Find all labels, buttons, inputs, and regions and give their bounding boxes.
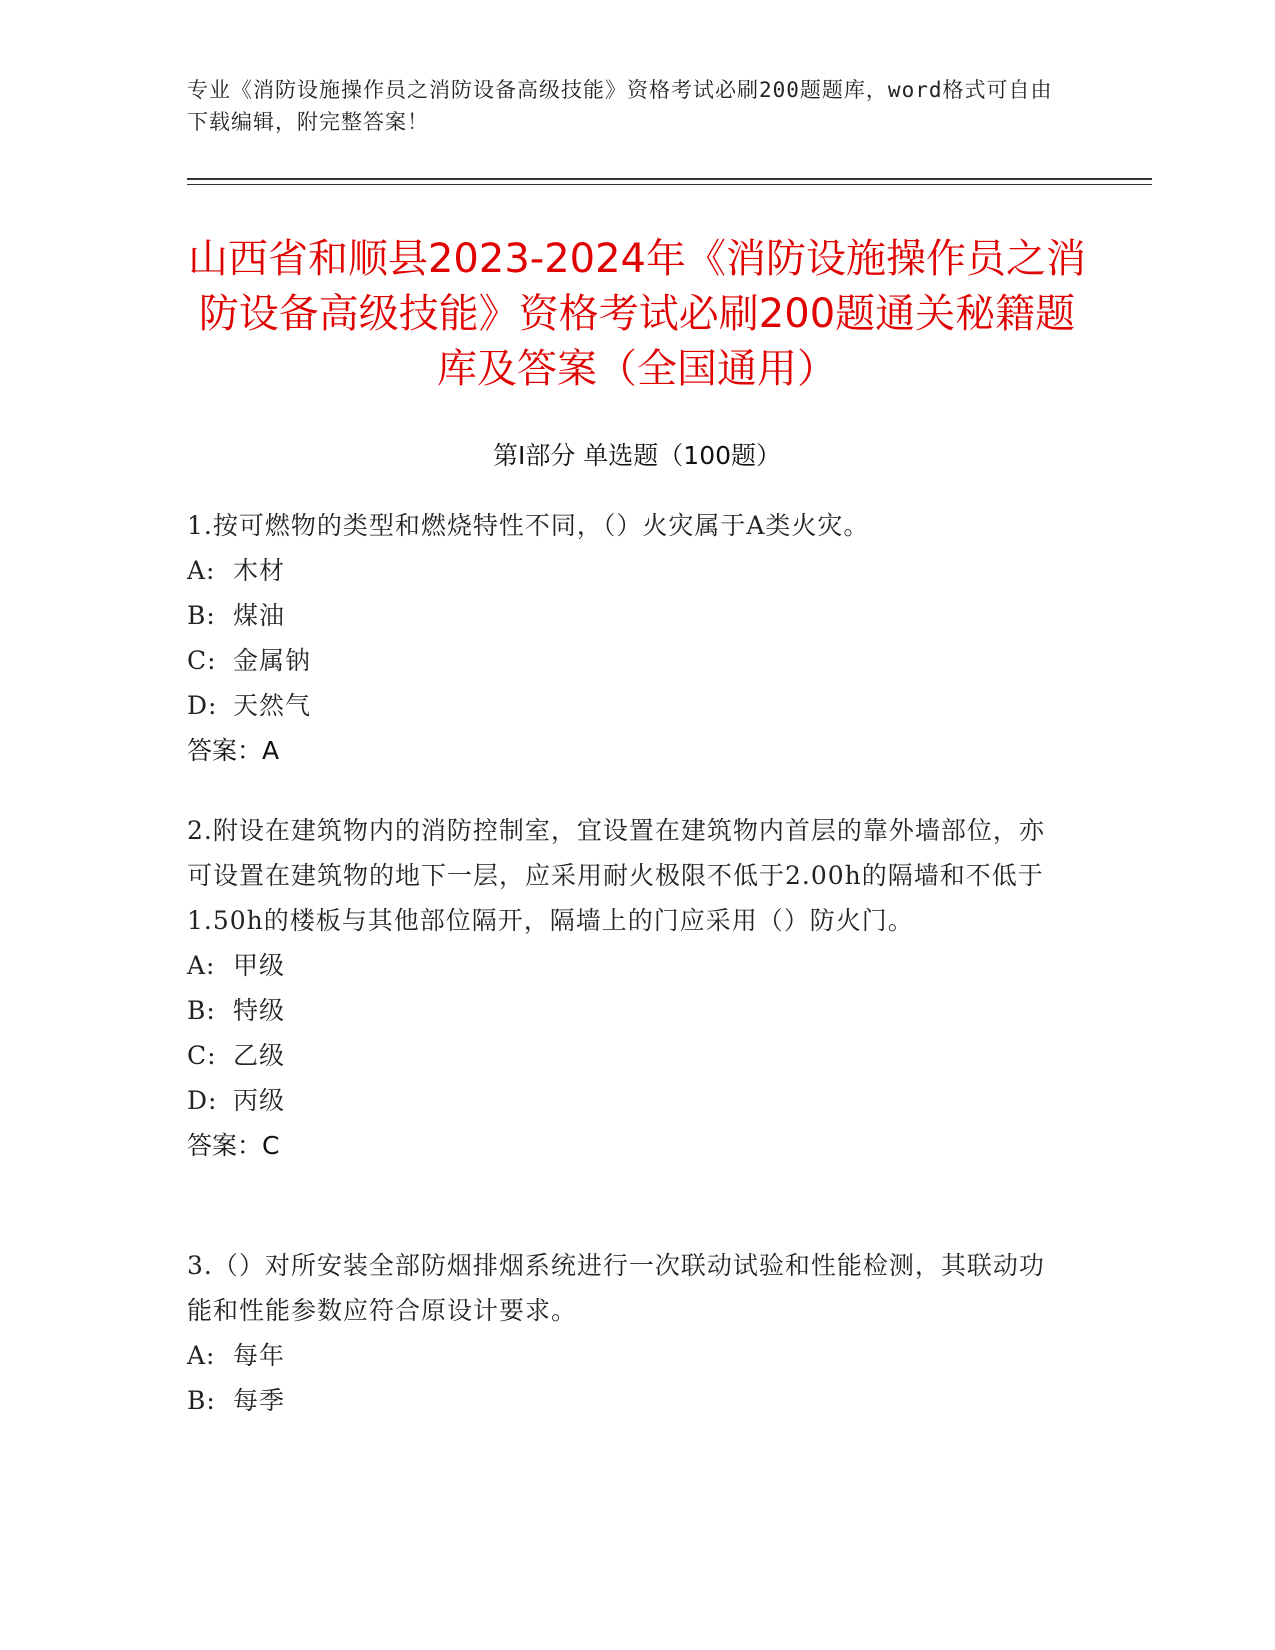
option-b xyxy=(187,593,1067,638)
section-heading: 第Ⅰ部分 单选题（100题） xyxy=(492,441,782,470)
question-stem: 2.附设在建筑物内的消防控制室，宜设置在建筑物内首层的靠外墙部位，亦可设置在建筑物的地下一层，应采用耐火极限不低于2.00h的隔墙和不低于1.50h的楼板与其他部位隔开，隔墙上的门应采用（）防火门。 xyxy=(187,816,1045,935)
option-d xyxy=(187,1078,1067,1123)
option-b xyxy=(187,988,1067,1033)
option-text: 特级 xyxy=(233,996,286,1025)
option-a xyxy=(187,548,1067,593)
question-3 xyxy=(187,1243,1067,1423)
option-key: B: xyxy=(187,996,216,1025)
option-key: B: xyxy=(187,601,216,630)
option-c xyxy=(187,1033,1067,1078)
option-key: D: xyxy=(187,1086,218,1115)
answer-line: 答案：C xyxy=(187,1131,280,1160)
option-text: 金属钠 xyxy=(233,646,312,675)
option-a xyxy=(187,943,1067,988)
option-key: A: xyxy=(187,951,216,980)
option-c xyxy=(187,638,1067,683)
option-b xyxy=(187,1378,1067,1423)
option-text: 丙级 xyxy=(233,1086,286,1115)
option-d xyxy=(187,683,1067,728)
question-stem: 3.（）对所安装全部防烟排烟系统进行一次联动试验和性能检测，其联动功能和性能参数应符合原设计要求。 xyxy=(187,1251,1045,1325)
option-key: B: xyxy=(187,1386,216,1415)
option-key: C: xyxy=(187,1041,217,1070)
option-key: A: xyxy=(187,556,216,585)
document-title: 山西省和顺县2023-2024年《消防设施操作员之消防设备高级技能》资格考试必刷200题通关秘籍题库及答案（全国通用） xyxy=(187,236,1087,392)
option-key: D: xyxy=(187,691,218,720)
header-divider-thin xyxy=(187,184,1152,185)
option-text: 每季 xyxy=(233,1386,286,1415)
option-text: 木材 xyxy=(233,556,286,585)
option-key: C: xyxy=(187,646,217,675)
question-stem: 1.按可燃物的类型和燃烧特性不同，（）火灾属于A类火灾。 xyxy=(187,511,870,540)
option-key: A: xyxy=(187,1341,216,1370)
header-divider-thick xyxy=(187,178,1152,180)
option-text: 乙级 xyxy=(233,1041,286,1070)
answer-line: 答案：A xyxy=(187,736,280,765)
question-1 xyxy=(187,503,1067,773)
option-text: 每年 xyxy=(233,1341,286,1370)
option-a xyxy=(187,1333,1067,1378)
option-text: 甲级 xyxy=(233,951,286,980)
header-note: 专业《消防设施操作员之消防设备高级技能》资格考试必刷200题题库，word格式可自由下载编辑，附完整答案！ xyxy=(187,78,1053,134)
option-text: 天然气 xyxy=(233,691,312,720)
question-2 xyxy=(187,808,1067,1168)
option-text: 煤油 xyxy=(233,601,286,630)
